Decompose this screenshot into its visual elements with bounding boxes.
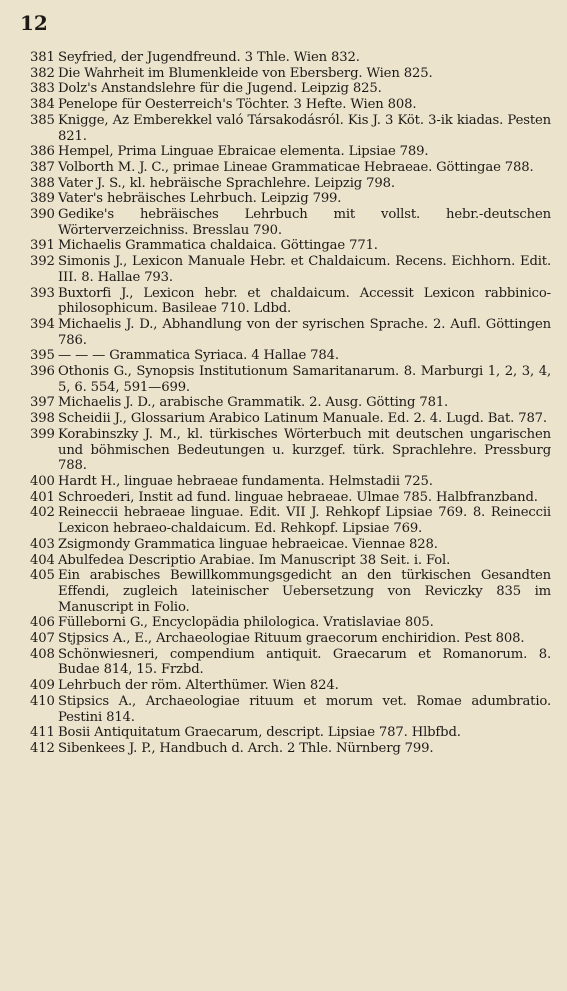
entry-number: 384 [30,97,55,113]
entry-text: Korabinszky J. M., kl. türkisches Wörterbuch mit deutschen ungarischen und böhmischen Bedeutungen u. kurzgef. türk. Sprachlehre. Pressburg 788. [58,426,551,474]
catalog-entry [20,97,551,113]
entry-text: Simonis J., Lexicon Manuale Hebr. et Chaldaicum. Recens. Eichhorn. Edit. III. 8. Hallae 793. [58,254,551,285]
entry-number: 392 [30,254,55,270]
catalog-entry [20,286,551,317]
entry-number: 383 [30,81,55,97]
entry-text: Vater J. S., kl. hebräische Sprachlehre. Leipzig 798. [58,175,395,191]
catalog-entry [20,427,551,474]
entry-number: 381 [30,50,55,65]
catalog-entry [20,176,551,192]
catalog-entry [20,741,551,757]
catalog-entry [20,647,551,678]
entry-number: 410 [30,693,55,709]
entry-number: 408 [30,646,55,662]
entry-text: Fülleborni G., Encyclopädia philologica. Vratislaviae 805. [58,615,434,631]
entry-number: 396 [30,364,55,380]
catalog-entry [20,207,551,238]
entry-text: Stjpsics A., E., Archaeologiae Rituum graecorum enchiridion. Pest 808. [58,631,525,647]
entry-number: 382 [30,65,55,81]
catalog-entry [20,66,551,82]
catalog-entry [20,474,551,490]
entry-text: — — — Grammatica Syriaca. 4 Hallae 784. [58,348,339,364]
entry-text: Schroederi, Instit ad fund. linguae hebraeae. Ulmae 785. Halbfranzband. [58,489,538,505]
entry-text: Reineccii hebraeae linguae. Edit. VII J. Rehkopf Lipsiae 769. 8. Reineccii Lexicon hebraeo-chaldaicum. Ed. Rehkopf. Lipsiae 769. [58,505,551,537]
entry-number: 400 [30,473,55,489]
entry-number: 409 [30,678,55,694]
entry-number: 393 [30,285,55,301]
catalog-entry [20,238,551,254]
entry-text: Dolz's Anstandslehre für die Jugend. Leipzig 825. [58,81,382,97]
entry-number: 385 [30,112,55,128]
entry-number: 397 [30,395,55,411]
catalog-entry [20,631,551,647]
catalog-entry [20,317,551,348]
catalog-entry [20,160,551,176]
entry-text: Vater's hebräisches Lehrbuch. Leipzig 799. [58,191,342,207]
entry-number: 405 [30,568,55,584]
entry-number: 395 [30,348,55,364]
catalog-entry [20,395,551,411]
entry-text: Buxtorfi J., Lexicon hebr. et chaldaicum. Accessit Lexicon rabbinico-philosophicum. Basileae 710. Ldbd. [58,285,551,317]
entry-number: 389 [30,191,55,207]
entry-number: 412 [30,740,55,756]
entry-text: Hempel, Prima Linguae Ebraicae elementa. Lipsiae 789. [58,144,429,160]
entry-text: Hardt H., linguae hebraeae fundamenta. Helmstadii 725. [58,473,433,489]
catalog-entry [20,113,551,144]
entry-text: Abulfedea Descriptio Arabiae. Im Manuscript 38 Seit. i. Fol. [58,552,451,568]
entry-text: Michaelis J. D., Abhandlung von der syrischen Sprache. 2. Aufl. Göttingen 786. [58,316,551,348]
entry-number: 407 [30,631,55,647]
entry-number: 411 [30,725,55,741]
entry-text: Gedike's hebräisches Lehrbuch mit vollst. hebr.-deutschen Wörterverzeichniss. Bresslau 790. [58,207,551,238]
catalog-entry [20,364,551,395]
catalog-entry [20,553,551,569]
catalog-entry [20,81,551,97]
catalog-entry [20,725,551,741]
entry-number: 386 [30,144,55,160]
entry-text: Sibenkees J. P., Handbuch d. Arch. 2 Thle. Nürnberg 799. [58,740,434,756]
entry-text: Ein arabisches Bewillkommungsgedicht an den türkischen Gesandten Effendi, zugleich lateinischer Uebersetzung von Reviczky 835 im Manuscript in Folio. [58,568,551,615]
entry-text: Othonis G., Synopsis Institutionum Samaritanarum. 8. Marburgi 1, 2, 3, 4, 5, 6. 554, 591—699. [58,364,551,395]
catalog-entry [20,254,551,285]
entry-text: Stipsics A., Archaeologiae rituum et morum vet. Romae adumbratio. Pestini 814. [58,693,551,725]
entry-number: 399 [30,426,55,442]
catalog-entry [20,50,551,66]
catalog-entry [20,144,551,160]
entry-number: 403 [30,536,55,552]
catalog-entry [20,615,551,631]
entry-text: Michaelis Grammatica chaldaica. Göttingae 771. [58,238,378,254]
entry-number: 390 [30,207,55,223]
page-number: 12 [20,11,48,35]
entry-number: 387 [30,159,55,175]
entry-number: 388 [30,175,55,191]
catalog-entry [20,490,551,506]
catalog-entry [20,678,551,694]
entry-number: 404 [30,552,55,568]
catalog-entry [20,537,551,553]
entry-text: Lehrbuch der röm. Alterthümer. Wien 824. [58,678,339,694]
entry-text: Scheidii J., Glossarium Arabico Latinum Manuale. Ed. 2. 4. Lugd. Bat. 787. [58,411,547,427]
catalog-entry [20,568,551,615]
entry-number: 398 [30,411,55,427]
catalog-entry [20,505,551,536]
catalog-entry [20,694,551,725]
entry-number: 402 [30,505,55,521]
entry-number: 401 [30,489,55,505]
entry-number: 391 [30,238,55,254]
entry-text: Knigge, Az Emberekkel való Társakodásról. Kis J. 3 Köt. 3-ik kiadas. Pesten 821. [58,112,551,144]
entry-number: 406 [30,615,55,631]
entry-text: Penelope für Oesterreich's Töchter. 3 Hefte. Wien 808. [58,97,417,113]
catalog-entry [20,411,551,427]
entry-text: Zsigmondy Grammatica linguae hebraeicae. Viennae 828. [58,536,438,552]
catalog-entry-list [20,50,551,757]
entry-text: Michaelis J. D., arabische Grammatik. 2. Ausg. Götting 781. [58,395,449,411]
catalog-entry [20,191,551,207]
entry-text: Die Wahrheit im Blumenkleide von Ebersberg. Wien 825. [58,65,433,81]
entry-number: 394 [30,316,55,332]
entry-text: Seyfried, der Jugendfreund. 3 Thle. Wien 832. [58,50,360,65]
catalog-entry [20,348,551,364]
entry-text: Schönwiesneri, compendium antiquit. Graecarum et Romanorum. 8. Budae 814, 15. Frzbd. [58,646,551,678]
entry-text: Bosii Antiquitatum Graecarum, descript. Lipsiae 787. Hlbfbd. [58,725,461,741]
entry-text: Volborth M. J. C., primae Lineae Grammaticae Hebraeae. Göttingae 788. [58,159,534,175]
